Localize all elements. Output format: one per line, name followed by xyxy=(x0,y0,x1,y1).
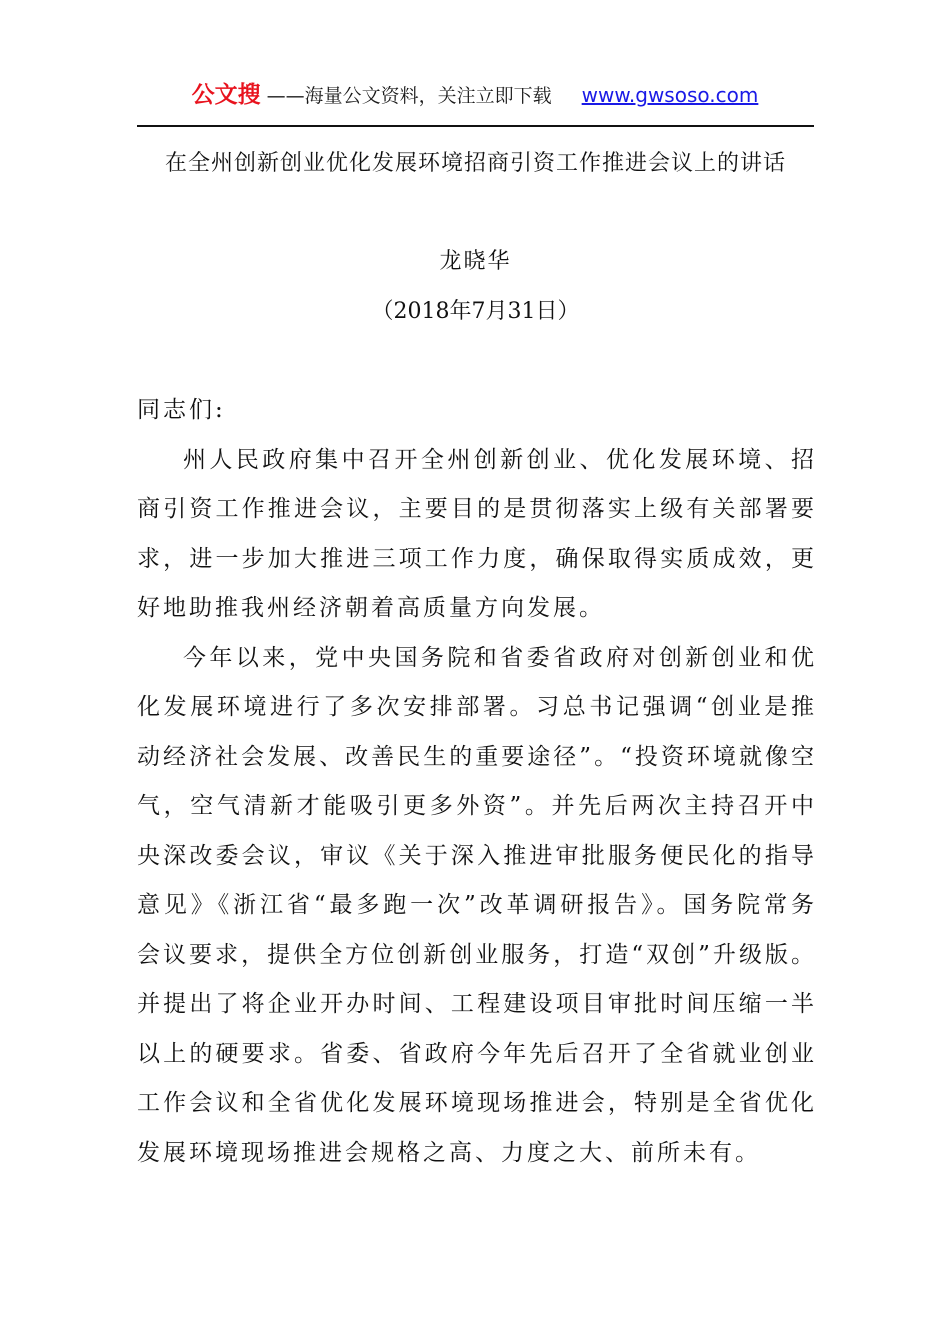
salutation: 同志们: xyxy=(137,397,226,423)
document-body xyxy=(137,386,817,1178)
document-author: 龙晓华 xyxy=(439,249,512,274)
header-divider xyxy=(137,125,814,127)
brand-logo: 公文搜 xyxy=(191,82,261,108)
body-paragraph: 今年以来，党中央国务院和省委省政府对创新创业和优化发展环境进行了多次安排部署。习总书记强调“创业是推动经济社会发展、改善民生的重要途径”。“投资环境就像空气，空气清新才能吸引更多外资”。并先后两次主持召开中央深改委会议，审议《关于深入推进审批服务便民化的指导意见》《浙江省“最多跑一次”改革调研报告》。国务院常务会议要求，提供全方位创新创业服务，打造“双创”升级版。并提出了将企业开办时间、工程建设项目审批时间压缩一半以上的硬要求。省委、省政府今年先后召开了全省就业创业工作会议和全省优化发展环境现场推进会，特别是全省优化发展环境现场推进会规格之高、力度之大、前所未有。 xyxy=(137,644,817,1166)
header-tagline: ——海量公文资料，关注立即下载 xyxy=(266,85,552,107)
site-header xyxy=(0,78,950,113)
site-link[interactable]: www.gwsoso.com xyxy=(581,83,759,107)
document-date: （2018年7月31日） xyxy=(371,299,580,324)
document-title: 在全州创新创业优化发展环境招商引资工作推进会议上的讲话 xyxy=(164,151,786,176)
body-paragraph: 州人民政府集中召开全州创新创业、优化发展环境、招商引资工作推进会议，主要目的是贯彻落实上级有关部署要求，进一步加大推进三项工作力度，确保取得实质成效，更好地助推我州经济朝着高质量方向发展。 xyxy=(137,446,817,621)
